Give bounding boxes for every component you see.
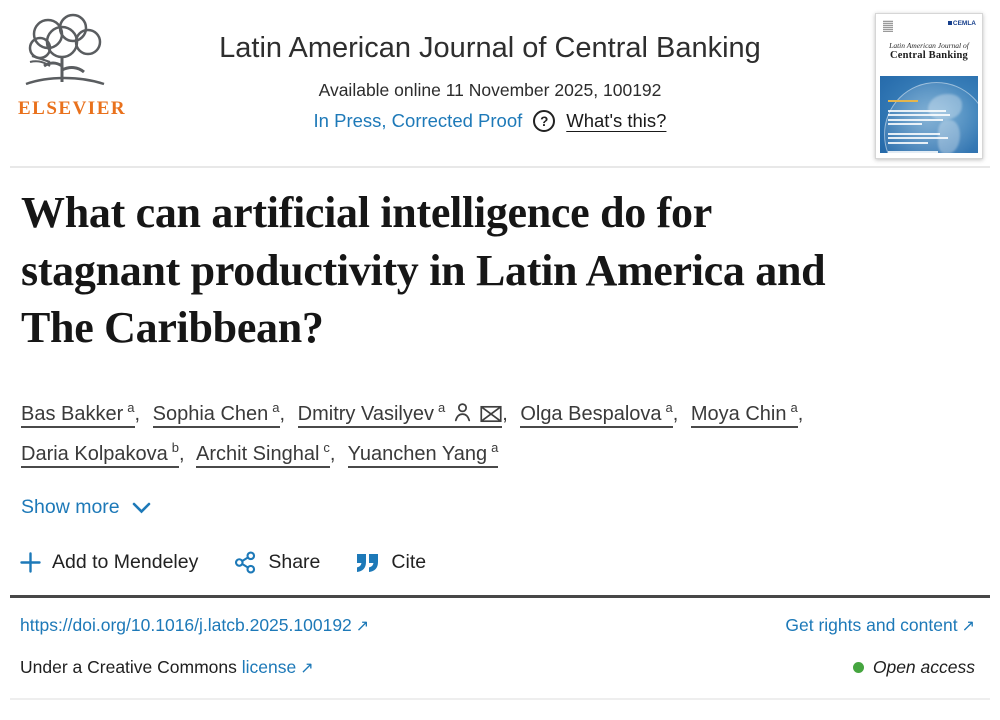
plus-icon [20,552,41,573]
external-link-icon: ↗ [355,618,370,635]
whats-this-link[interactable]: What's this? [566,110,667,131]
chevron-down-icon [132,502,151,514]
cover-journal-line2: Central Banking [890,50,968,61]
doi-link[interactable]: https://doi.org/10.1016/j.latcb.2025.100192 ↗ [20,615,370,635]
status-row [314,110,667,132]
cover-journal-line1: Latin American Journal of [889,41,969,50]
author-link[interactable]: Moya Chin $^a$ [691,403,798,428]
elsevier-logo[interactable] [18,12,127,120]
author-link[interactable]: Bas Bakker $^a$ [21,403,135,428]
open-access-badge: Open access [853,657,975,678]
external-link-icon: ↗ [300,660,314,677]
elsevier-wordmark: ELSEVIER [18,98,127,119]
journal-cover-image[interactable] [875,13,983,159]
author-link[interactable]: Archit Singhal $^c$ [196,443,330,468]
divider [10,166,990,168]
author-link[interactable]: Daria Kolpakova $^b$ [21,443,179,468]
license-row [20,657,975,678]
show-more-button[interactable]: Show more [21,496,151,519]
author-link[interactable]: Yuanchen Yang $^a$ [348,443,499,468]
divider [10,698,990,700]
cover-artwork [880,76,978,153]
external-link-icon: ↗ [961,618,975,635]
elsevier-tree-icon [18,12,118,96]
author-link[interactable]: Sophia Chen $^a$ [153,403,280,428]
share-icon [234,551,257,574]
add-to-mendeley-button[interactable]: Add to Mendeley [20,551,198,574]
cover-elsevier-mark-icon [883,20,893,32]
availability-text: Available online 11 November 2025, 100192 [318,80,662,100]
journal-header [140,32,840,132]
cover-toc-lines [888,100,950,153]
article-title: What can artificial intelligence do for stagnant productivity in Latin America and The Caribbean? [21,188,826,353]
doi-row [20,615,975,636]
cite-quote-icon [356,553,380,573]
author-profile-icon[interactable] [453,402,472,423]
author-link[interactable]: Olga Bespalova $^a$ [520,403,672,428]
action-bar [20,551,426,574]
author-link-corresponding[interactable]: Dmitry Vasilyev $^a$ [298,403,503,428]
share-button[interactable]: Share [234,551,320,574]
author-list: Bas Bakker $^a$, Sophia Chen $^a$, Dmitry Vasilyev $^a$ , Olga Bespalova $^a$, Moya Chin $^a$, Daria Kolpakova $^b$, Archit Singhal $^c$, Yuanchen Yang $^a$ [21,394,956,474]
corresponding-author-email-icon[interactable] [480,405,502,423]
question-mark-icon[interactable]: ? [533,110,555,132]
cc-prefix-text: Under a Creative Commons [20,657,237,677]
open-access-dot-icon [853,662,864,673]
divider [10,595,990,598]
journal-title-link[interactable]: Latin American Journal of Central Banking [219,32,761,64]
get-rights-link[interactable]: Get rights and content ↗ [785,615,975,635]
cite-button[interactable]: Cite [356,551,426,574]
cover-cemla-logo: CEMLA [948,20,976,32]
license-link[interactable]: license ↗ [241,657,314,677]
in-press-link[interactable]: In Press, Corrected Proof [313,110,523,131]
